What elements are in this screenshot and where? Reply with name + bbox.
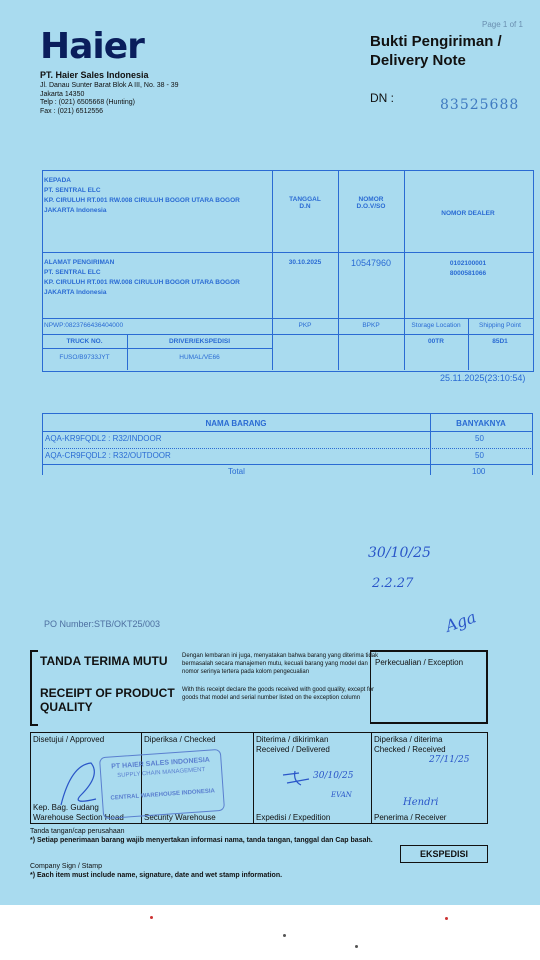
page-number: Page 1 of 1: [482, 20, 523, 29]
item-row-1-qty: 50: [475, 434, 484, 443]
truck-value: FUSO/B9733JYT: [59, 354, 110, 361]
sig-note-3: 27/11/25: [429, 755, 470, 765]
handwritten-date-1: 30/10/25: [368, 545, 431, 561]
receipt-title-en-1: RECEIPT OF PRODUCT: [40, 686, 175, 700]
dealer-header: NOMOR DEALER: [441, 210, 495, 217]
receipt-quality-section: [30, 650, 486, 722]
company-address: Jl. Danau Sunter Barat Blok A III, No. 38 - 39 Jakarta 14350 Telp : (021) 6505668 (Hunting) Fax : (021) 6512556: [40, 82, 179, 115]
ekspedisi-box: EKSPEDISI: [400, 845, 488, 863]
receipt-text-en: With this receipt declare the goods received with good quality, except for goods that model and serial number listed on the exception column: [182, 687, 374, 701]
dn-number: 83525688: [440, 97, 520, 113]
sig-receiver-role: Penerima / Receiver: [374, 813, 447, 822]
pkp-label: PKP: [298, 322, 312, 329]
sig-note-4: Hendri: [403, 797, 439, 808]
dealer-values: 0102100001 8000581066: [449, 260, 487, 277]
kepada-block: KEPADA PT. SENTRAL ELC KP. CIRULUH RT.001 RW.008 CIRULUH BOGOR UTARA BOGOR JAKARTA Indonesia: [44, 177, 240, 214]
haier-logo: Haier: [40, 26, 144, 67]
total-value: 100: [472, 467, 486, 476]
bpkp-label: BPKP: [362, 322, 380, 329]
sig-expedition-role: Expedisi / Expedition: [256, 813, 331, 822]
sig-received-label: Diterima / dikirimkan Received / Delivered: [256, 735, 330, 754]
approved-signature-mark: [51, 755, 111, 811]
footer-notes-id: Tanda tangan/cap perusahaan *) Setiap penerimaan barang wajib menyertakan informasi nama, tanda tangan, tanggal dan Cap basah.: [30, 828, 373, 844]
print-timestamp: 25.11.2025(23:10:54): [440, 373, 526, 383]
document-title: Bukti Pengiriman / Delivery Note: [370, 33, 502, 69]
signature-grid: [30, 732, 488, 824]
col-banyaknya: BANYAKNYA: [456, 419, 506, 428]
sig-security-role: Security Warehouse: [144, 813, 216, 822]
receipt-title-en-2: QUALITY: [40, 700, 93, 714]
handwritten-date-2: 2.2.27: [372, 576, 414, 591]
receipt-title-id: TANDA TERIMA MUTU: [40, 654, 168, 668]
sig-checked-label: Diperiksa / Checked: [144, 735, 216, 744]
nomor-value: 10547960: [350, 258, 392, 268]
sig-approved-label: Disetujui / Approved: [33, 735, 105, 744]
alamat-block: ALAMAT PENGIRIMAN PT. SENTRAL ELC KP. CIRULUH RT.001 RW.008 CIRULUH BOGOR UTARA BOGOR JAKARTA Indonesia: [44, 259, 240, 296]
sig-note-2: EVAN: [331, 791, 352, 799]
storage-label: Storage Location: [411, 322, 461, 329]
driver-value: HUMAL/VE66: [179, 354, 220, 361]
tanggal-value: 30.10.2025: [288, 259, 322, 266]
truck-label: TRUCK NO.: [66, 338, 103, 345]
npwp: NPWP:0823766436404000: [44, 322, 124, 329]
sig-approved-role: Kep. Bag. Gudang Warehouse Section Head: [33, 803, 124, 822]
shipping-value: 85D1: [492, 338, 508, 345]
col-nama-barang: NAMA BARANG: [205, 419, 267, 428]
total-label: Total: [228, 467, 245, 476]
tanggal-header: TANGGAL D.N: [289, 196, 321, 210]
item-row-2-name: AQA-CR9FQDL2 : R32/OUTDOOR: [45, 451, 171, 460]
exception-label: Perkecualian / Exception: [375, 658, 464, 667]
item-row-1-name: AQA-KR9FQDL2 : R32/INDOOR: [45, 434, 162, 443]
shipping-label: Shipping Point: [479, 322, 521, 329]
warehouse-stamp: PT HAIER SALES INDONESIA SUPPLY CHAIN MANAGEMENT CENTRAL WAREHOUSE INDONESIA: [99, 749, 225, 819]
storage-value: 00TR: [428, 338, 444, 345]
footer-notes-en: Company Sign / Stamp *) Each item must include name, signature, date and wet stamp information.: [30, 863, 283, 879]
item-row-2-qty: 50: [475, 451, 484, 460]
sig-note-1: 30/10/25: [313, 771, 354, 781]
driver-label: DRIVER/EKSPEDISI: [168, 338, 231, 345]
sig-receiver-label: Diperiksa / diterima Checked / Received: [374, 735, 446, 754]
company-name: PT. Haier Sales Indonesia: [40, 70, 149, 80]
po-number: PO Number:STB/OKT25/003: [44, 619, 161, 629]
nomor-header: NOMOR D.O.V/SO: [356, 196, 386, 210]
receipt-text-id: Dengan lembaran ini juga, menyatakan bahwa barang yang diterima tidak bermasalah secara manajemen mutu, kecuali barang yang model dan nomor serinya tertera pada kolom pengecualian: [182, 653, 379, 675]
dn-label: DN :: [370, 91, 394, 105]
expedition-signature-mark: [281, 767, 317, 789]
handwritten-signature: Aga: [442, 607, 479, 636]
